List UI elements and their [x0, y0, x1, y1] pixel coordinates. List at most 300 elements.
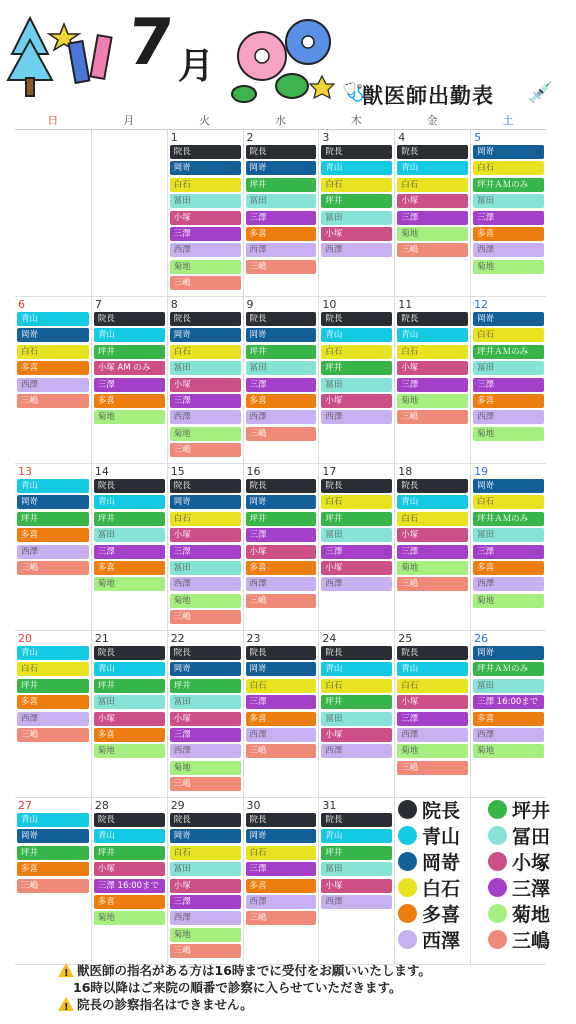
weekday-label: 金 [426, 114, 438, 127]
calendar-day [167, 798, 243, 964]
doctor-shift-chip: 菊地 [397, 394, 468, 408]
legend-color-dot [488, 826, 507, 845]
weekday-label: 水 [274, 114, 286, 127]
doctor-shift-chip: 冨田 [321, 528, 392, 542]
calendar-day [15, 631, 91, 797]
doctor-shift-chip: 院長 [94, 312, 165, 326]
doctor-shift-chip: 岡嵜 [170, 161, 241, 175]
sheet-title: 獣医師出勤表 [362, 84, 494, 108]
doctor-shift-chip: 青山 [17, 813, 89, 827]
doctor-shift-chip: 三嶋 [397, 577, 468, 591]
day-number: 8 [170, 298, 178, 311]
doctor-shift-chip: 西澤 [17, 545, 89, 559]
doctor-shift-chip: 岡嵜 [473, 145, 544, 159]
doctor-shift-chip: 白石 [473, 328, 544, 342]
doctor-shift-chip: 岡嵜 [17, 328, 89, 342]
day-number: 9 [246, 298, 254, 311]
doctor-shift-chip: 菊地 [170, 594, 241, 608]
doctor-shift-chip: 三澤 [246, 695, 317, 709]
calendar-day [394, 631, 470, 797]
doctor-shift-chip: 小塚 [170, 528, 241, 542]
doctor-shift-chip: 冨田 [473, 528, 544, 542]
calendar-day [15, 130, 91, 296]
doctor-shift-chip: 三嶋 [246, 260, 317, 274]
legend-item [488, 848, 550, 875]
day-number: 29 [170, 799, 185, 812]
doctor-shift-chip: 冨田 [321, 862, 392, 876]
doctor-shift-chip: 三嶋 [397, 410, 468, 424]
calendar-day [91, 798, 167, 964]
doctor-shift-chip: 多喜 [246, 227, 317, 241]
legend-label: 小塚 [512, 852, 551, 874]
doctor-shift-chip: 三嶋 [170, 443, 241, 457]
calendar-day [91, 297, 167, 463]
calendar-day [318, 798, 394, 964]
legend-item [488, 926, 550, 953]
doctor-shift-chip: 多喜 [17, 862, 89, 876]
doctor-shift-chip: 院長 [321, 646, 392, 660]
doctor-shift-chip: 菊地 [397, 744, 468, 758]
weekday-label: 木 [350, 114, 362, 127]
doctor-shift-chip: 多喜 [94, 728, 165, 742]
calendar-day [318, 631, 394, 797]
doctor-shift-chip: 三嶋 [17, 728, 89, 742]
calendar-day [243, 798, 319, 964]
doctor-shift-chip: 菊地 [170, 260, 241, 274]
doctor-shift-chip: 白石 [246, 679, 317, 693]
doctor-shift-chip: 冨田 [321, 712, 392, 726]
calendar-week [15, 631, 546, 798]
doctor-shift-chip: 青山 [94, 328, 165, 342]
calendar-day [243, 297, 319, 463]
doctor-shift-chip: 三澤 [246, 528, 317, 542]
doctor-shift-chip: 白石 [321, 495, 392, 509]
doctor-shift-chip: 三嶋 [17, 561, 89, 575]
calendar-day [470, 297, 546, 463]
weekday-label: 火 [199, 114, 211, 127]
doctor-shift-chip: 坪井ＡＭのみ [473, 345, 544, 359]
doctor-shift-chip: 坪井 [17, 846, 89, 860]
doctor-shift-chip: 岡嵜 [473, 646, 544, 660]
doctor-shift-chip: 西澤 [321, 243, 392, 257]
doctor-shift-chip: 多喜 [473, 712, 544, 726]
doctor-shift-chip: 西澤 [246, 728, 317, 742]
doctor-shift-chip: 坪井 [94, 512, 165, 526]
doctor-shift-chip: 冨田 [246, 194, 317, 208]
doctor-shift-chip: 坪井 [246, 345, 317, 359]
doctor-shift-chip: 西澤 [170, 410, 241, 424]
doctor-shift-chip: 岡嵜 [246, 328, 317, 342]
calendar-day [15, 798, 91, 964]
legend-color-dot [398, 904, 417, 923]
day-number: 22 [170, 632, 185, 645]
doctor-shift-chip: 三澤 [321, 545, 392, 559]
doctor-shift-chip: 院長 [246, 646, 317, 660]
doctor-shift-chip: 白石 [17, 345, 89, 359]
legend-label: 三嶋 [512, 930, 551, 952]
legend-label: 西澤 [422, 930, 461, 952]
calendar-day [318, 464, 394, 630]
calendar-day [243, 631, 319, 797]
legend-item [398, 822, 460, 849]
doctor-shift-chip: 青山 [397, 495, 468, 509]
legend-item [398, 796, 460, 823]
doctor-shift-chip: 青山 [17, 646, 89, 660]
day-number: 17 [322, 465, 337, 478]
day-number: 31 [322, 799, 337, 812]
doctor-shift-chip: 三嶋 [246, 744, 317, 758]
day-number: 7 [94, 298, 102, 311]
doctor-shift-chip: 西澤 [170, 243, 241, 257]
doctor-shift-chip: 三嶋 [170, 944, 241, 958]
calendar-day [470, 464, 546, 630]
day-number [15, 130, 91, 145]
legend-label: 多喜 [422, 904, 461, 926]
day-number: 23 [246, 632, 261, 645]
doctor-shift-chip: 多喜 [473, 394, 544, 408]
note-3: !院長の診察指名はできません。 [58, 996, 558, 1013]
calendar-day [243, 130, 319, 296]
day-number: 13 [18, 465, 32, 478]
doctor-shift-chip: 岡嵜 [170, 829, 241, 843]
doctor-shift-chip: 三嶋 [170, 276, 241, 290]
day-number: 15 [170, 465, 185, 478]
doctor-shift-chip: 坪井 [94, 846, 165, 860]
calendar-day [91, 631, 167, 797]
day-number: 12 [474, 298, 489, 311]
day-number: 18 [398, 465, 413, 478]
doctor-shift-chip: 青山 [94, 495, 165, 509]
doctor-shift-chip: 西澤 [246, 410, 317, 424]
day-number: 6 [18, 298, 25, 311]
doctor-shift-chip: 三澤 [94, 378, 165, 392]
doctor-shift-chip: 白石 [473, 495, 544, 509]
calendar-day [167, 464, 243, 630]
doctor-shift-chip: 白石 [170, 178, 241, 192]
doctor-shift-chip: 西澤 [170, 744, 241, 758]
legend-item [398, 874, 460, 901]
doctor-shift-chip: 小塚 [170, 712, 241, 726]
legend-label: 青山 [422, 826, 461, 848]
doctor-shift-chip: 西澤 [473, 410, 544, 424]
doctor-shift-chip: 西澤 [473, 243, 544, 257]
doctor-shift-chip: 青山 [321, 161, 392, 175]
day-number: 3 [322, 131, 330, 144]
doctor-shift-chip: 白石 [170, 512, 241, 526]
calendar-day [167, 297, 243, 463]
doctor-shift-chip: 三澤 [397, 378, 468, 392]
doctor-shift-chip: 小塚 [321, 227, 392, 241]
doctor-shift-chip: 小塚 [94, 862, 165, 876]
doctor-shift-chip: 西澤 [321, 410, 392, 424]
doctor-shift-chip: 西澤 [246, 895, 317, 909]
doctor-shift-chip: 多喜 [17, 361, 89, 375]
doctor-shift-chip: 坪井 [170, 679, 241, 693]
doctor-shift-chip: 多喜 [473, 561, 544, 575]
doctor-shift-chip: 冨田 [473, 194, 544, 208]
doctor-shift-chip: 青山 [397, 161, 468, 175]
tanabata-decoration-icon [4, 14, 124, 100]
doctor-shift-chip: 青山 [94, 829, 165, 843]
doctor-shift-chip: 西澤 [473, 728, 544, 742]
day-number: 19 [474, 465, 489, 478]
legend-item [488, 796, 550, 823]
day-number: 26 [474, 632, 489, 645]
doctor-shift-chip: 青山 [17, 479, 89, 493]
warning-icon [58, 963, 74, 977]
morning-glory-icon [222, 6, 342, 106]
doctor-shift-chip: 小塚 [321, 394, 392, 408]
doctor-shift-chip: 多喜 [246, 712, 317, 726]
legend-item [398, 900, 460, 927]
doctor-shift-chip: 冨田 [473, 361, 544, 375]
doctor-shift-chip: 院長 [397, 145, 468, 159]
day-number: 25 [398, 632, 413, 645]
doctor-shift-chip: 白石 [170, 846, 241, 860]
doctor-shift-chip: 院長 [94, 813, 165, 827]
doctor-shift-chip: 冨田 [321, 378, 392, 392]
legend-color-dot [488, 930, 507, 949]
legend-item [398, 926, 460, 953]
doctor-shift-chip: 院長 [246, 312, 317, 326]
doctor-shift-chip: 三澤 [170, 227, 241, 241]
doctor-shift-chip: 院長 [246, 145, 317, 159]
doctor-shift-chip: 岡嵜 [473, 312, 544, 326]
doctor-shift-chip: 青山 [321, 328, 392, 342]
doctor-shift-chip: 菊地 [94, 577, 165, 591]
weekday-label: 日 [47, 114, 59, 127]
doctor-shift-chip: 小塚 AM のみ [94, 361, 165, 375]
calendar-day [318, 130, 394, 296]
doctor-shift-chip: 三嶋 [170, 777, 241, 791]
doctor-shift-chip: 三嶋 [17, 394, 89, 408]
stethoscope-icon: 🩺 [342, 82, 365, 103]
legend-label: 菊地 [512, 904, 551, 926]
day-number: 4 [398, 131, 406, 144]
doctor-shift-chip: 青山 [17, 312, 89, 326]
doctor-shift-chip: 三澤 [473, 378, 544, 392]
day-number [92, 130, 167, 145]
calendar-grid [15, 113, 546, 965]
doctor-shift-chip: 坪井 [94, 345, 165, 359]
doctor-shift-chip: 西澤 [397, 728, 468, 742]
doctor-shift-chip: 三澤 [246, 378, 317, 392]
doctor-shift-chip: 坪井 [94, 679, 165, 693]
doctor-shift-chip: 院長 [94, 479, 165, 493]
doctor-shift-chip: 三嶋 [246, 911, 317, 925]
doctor-shift-chip: 小塚 [321, 561, 392, 575]
doctor-shift-chip: 多喜 [94, 895, 165, 909]
doctor-shift-chip: 白石 [321, 345, 392, 359]
doctor-shift-chip: 小塚 [321, 728, 392, 742]
doctor-shift-chip: 菊地 [94, 410, 165, 424]
doctor-shift-chip: 白石 [397, 345, 468, 359]
doctor-shift-chip: 菊地 [397, 227, 468, 241]
doctor-shift-chip: 小塚 [397, 194, 468, 208]
doctor-shift-chip: 菊地 [473, 260, 544, 274]
legend-color-dot [488, 800, 507, 819]
doctor-shift-chip: 岡嵜 [246, 161, 317, 175]
doctor-shift-chip: 冨田 [94, 528, 165, 542]
doctor-shift-chip: 院長 [170, 646, 241, 660]
doctor-shift-chip: 院長 [321, 813, 392, 827]
day-number: 20 [18, 632, 32, 645]
note-2: 16時以降はご来院の順番で診察に入らせていただきます。 [73, 980, 402, 995]
doctor-shift-chip: 青山 [397, 328, 468, 342]
calendar-week [15, 798, 546, 965]
doctor-shift-chip: 西澤 [170, 911, 241, 925]
doctor-shift-chip: 三澤 [473, 211, 544, 225]
doctor-shift-chip: 白石 [397, 512, 468, 526]
day-number: 24 [322, 632, 337, 645]
legend-item [488, 822, 550, 849]
doctor-shift-chip: 三嶋 [246, 594, 317, 608]
calendar-day [167, 631, 243, 797]
doctor-shift-chip: 坪井ＡＭのみ [473, 662, 544, 676]
doctor-shift-chip: 小塚 [170, 879, 241, 893]
doctor-shift-chip: 青山 [321, 662, 392, 676]
legend-color-dot [488, 852, 507, 871]
header-banner [0, 0, 576, 112]
doctor-shift-chip: 三嶋 [17, 879, 89, 893]
day-number: 2 [246, 131, 254, 144]
calendar-day [470, 130, 546, 296]
calendar-day [394, 130, 470, 296]
calendar-day [167, 130, 243, 296]
day-number: 1 [170, 131, 178, 144]
doctor-shift-chip: 菊地 [170, 928, 241, 942]
note-1: !獣医師の指名がある方は16時までに受付をお願いいたします。 [58, 962, 558, 979]
doctor-shift-chip: 小塚 [94, 712, 165, 726]
doctor-shift-chip: 坪井 [321, 194, 392, 208]
doctor-shift-chip: 院長 [397, 312, 468, 326]
warning-icon [58, 997, 74, 1011]
doctor-shift-chip: 青山 [94, 662, 165, 676]
doctor-shift-chip: 冨田 [170, 695, 241, 709]
doctor-shift-chip: 冨田 [170, 361, 241, 375]
doctor-shift-chip: 西澤 [170, 577, 241, 591]
doctor-shift-chip: 坪井 [17, 679, 89, 693]
calendar-day [394, 297, 470, 463]
legend-color-dot [398, 826, 417, 845]
doctor-shift-chip: 西澤 [246, 577, 317, 591]
doctor-shift-chip: 白石 [17, 662, 89, 676]
legend-item [488, 900, 550, 927]
doctor-shift-chip: 院長 [321, 479, 392, 493]
doctor-shift-chip: 多喜 [473, 227, 544, 241]
doctor-shift-chip: 多喜 [94, 394, 165, 408]
doctor-shift-chip: 三澤 [473, 545, 544, 559]
doctor-shift-chip: 菊地 [473, 427, 544, 441]
doctor-shift-chip: 冨田 [473, 679, 544, 693]
doctor-shift-chip: 多喜 [94, 561, 165, 575]
doctor-shift-chip: 菊地 [94, 744, 165, 758]
day-number: 14 [94, 465, 109, 478]
day-number: 11 [398, 298, 413, 311]
doctor-shift-chip: 院長 [321, 312, 392, 326]
doctor-shift-chip: 白石 [397, 679, 468, 693]
doctor-shift-chip: 坪井 [321, 695, 392, 709]
doctor-shift-chip: 菊地 [170, 427, 241, 441]
doctor-shift-chip: 多喜 [246, 879, 317, 893]
doctor-shift-chip: 西澤 [321, 744, 392, 758]
notes [58, 962, 558, 1013]
calendar-day [91, 130, 167, 296]
doctor-shift-chip: 三澤 [246, 862, 317, 876]
day-number: 30 [246, 799, 261, 812]
day-number: 21 [94, 632, 109, 645]
calendar-day [15, 297, 91, 463]
doctor-shift-chip: 冨田 [94, 695, 165, 709]
doctor-shift-chip: 小塚 [170, 211, 241, 225]
doctor-shift-chip: 三嶋 [246, 427, 317, 441]
legend-label: 三澤 [512, 878, 551, 900]
doctor-shift-chip: 坪井 [321, 361, 392, 375]
doctor-shift-chip: 小塚 [397, 528, 468, 542]
doctor-shift-chip: 多喜 [17, 695, 89, 709]
doctor-shift-chip: 岡嵜 [170, 495, 241, 509]
doctor-shift-chip: 小塚 [397, 361, 468, 375]
day-number: 27 [18, 799, 32, 812]
doctor-shift-chip: 岡嵜 [170, 662, 241, 676]
doctor-shift-chip: 坪井 [246, 512, 317, 526]
doctor-shift-chip: 菊地 [94, 911, 165, 925]
doctor-shift-chip: 三澤 [246, 211, 317, 225]
weekday-label: 土 [502, 114, 514, 127]
doctor-shift-chip: 小塚 [170, 378, 241, 392]
weekday-label: 月 [123, 114, 135, 127]
doctor-shift-chip: 院長 [246, 479, 317, 493]
doctor-shift-chip: 坪井ＡＭのみ [473, 178, 544, 192]
calendar-day [91, 464, 167, 630]
doctor-shift-chip: 西澤 [246, 243, 317, 257]
doctor-shift-chip: 坪井 [321, 512, 392, 526]
doctor-shift-chip: 白石 [397, 178, 468, 192]
legend-color-dot [398, 878, 417, 897]
legend-label: 白石 [422, 878, 461, 900]
doctor-shift-chip: 岡嵜 [473, 479, 544, 493]
doctor-shift-chip: 三澤 [170, 545, 241, 559]
doctor-shift-chip: 小塚 [246, 545, 317, 559]
day-number: 16 [246, 465, 261, 478]
doctor-shift-chip: 冨田 [246, 361, 317, 375]
doctor-shift-chip: 三澤 [397, 211, 468, 225]
legend-label: 冨田 [512, 826, 551, 848]
calendar-day [318, 297, 394, 463]
doctor-shift-chip: 白石 [170, 345, 241, 359]
doctor-shift-chip: 多喜 [246, 561, 317, 575]
doctor-shift-chip: 院長 [170, 312, 241, 326]
doctor-shift-chip: 三嶋 [397, 243, 468, 257]
legend-color-dot [398, 930, 417, 949]
doctor-shift-chip: 冨田 [170, 862, 241, 876]
doctor-shift-chip: 院長 [246, 813, 317, 827]
calendar-day [470, 631, 546, 797]
doctor-shift-chip: 白石 [321, 178, 392, 192]
doctor-shift-chip: 院長 [170, 145, 241, 159]
doctor-shift-chip: 白石 [321, 679, 392, 693]
doctor-shift-chip: 多喜 [246, 394, 317, 408]
doctor-shift-chip: 西澤 [321, 895, 392, 909]
doctor-shift-chip: 岡嵜 [170, 328, 241, 342]
month-unit: 月 [178, 46, 215, 87]
doctor-shift-chip: 冨田 [170, 561, 241, 575]
doctor-shift-chip: 三澤 [397, 712, 468, 726]
day-number: 28 [94, 799, 109, 812]
doctor-shift-chip: 岡嵜 [17, 829, 89, 843]
doctor-shift-chip: 三澤 [170, 728, 241, 742]
doctor-shift-chip: 三澤 [94, 545, 165, 559]
